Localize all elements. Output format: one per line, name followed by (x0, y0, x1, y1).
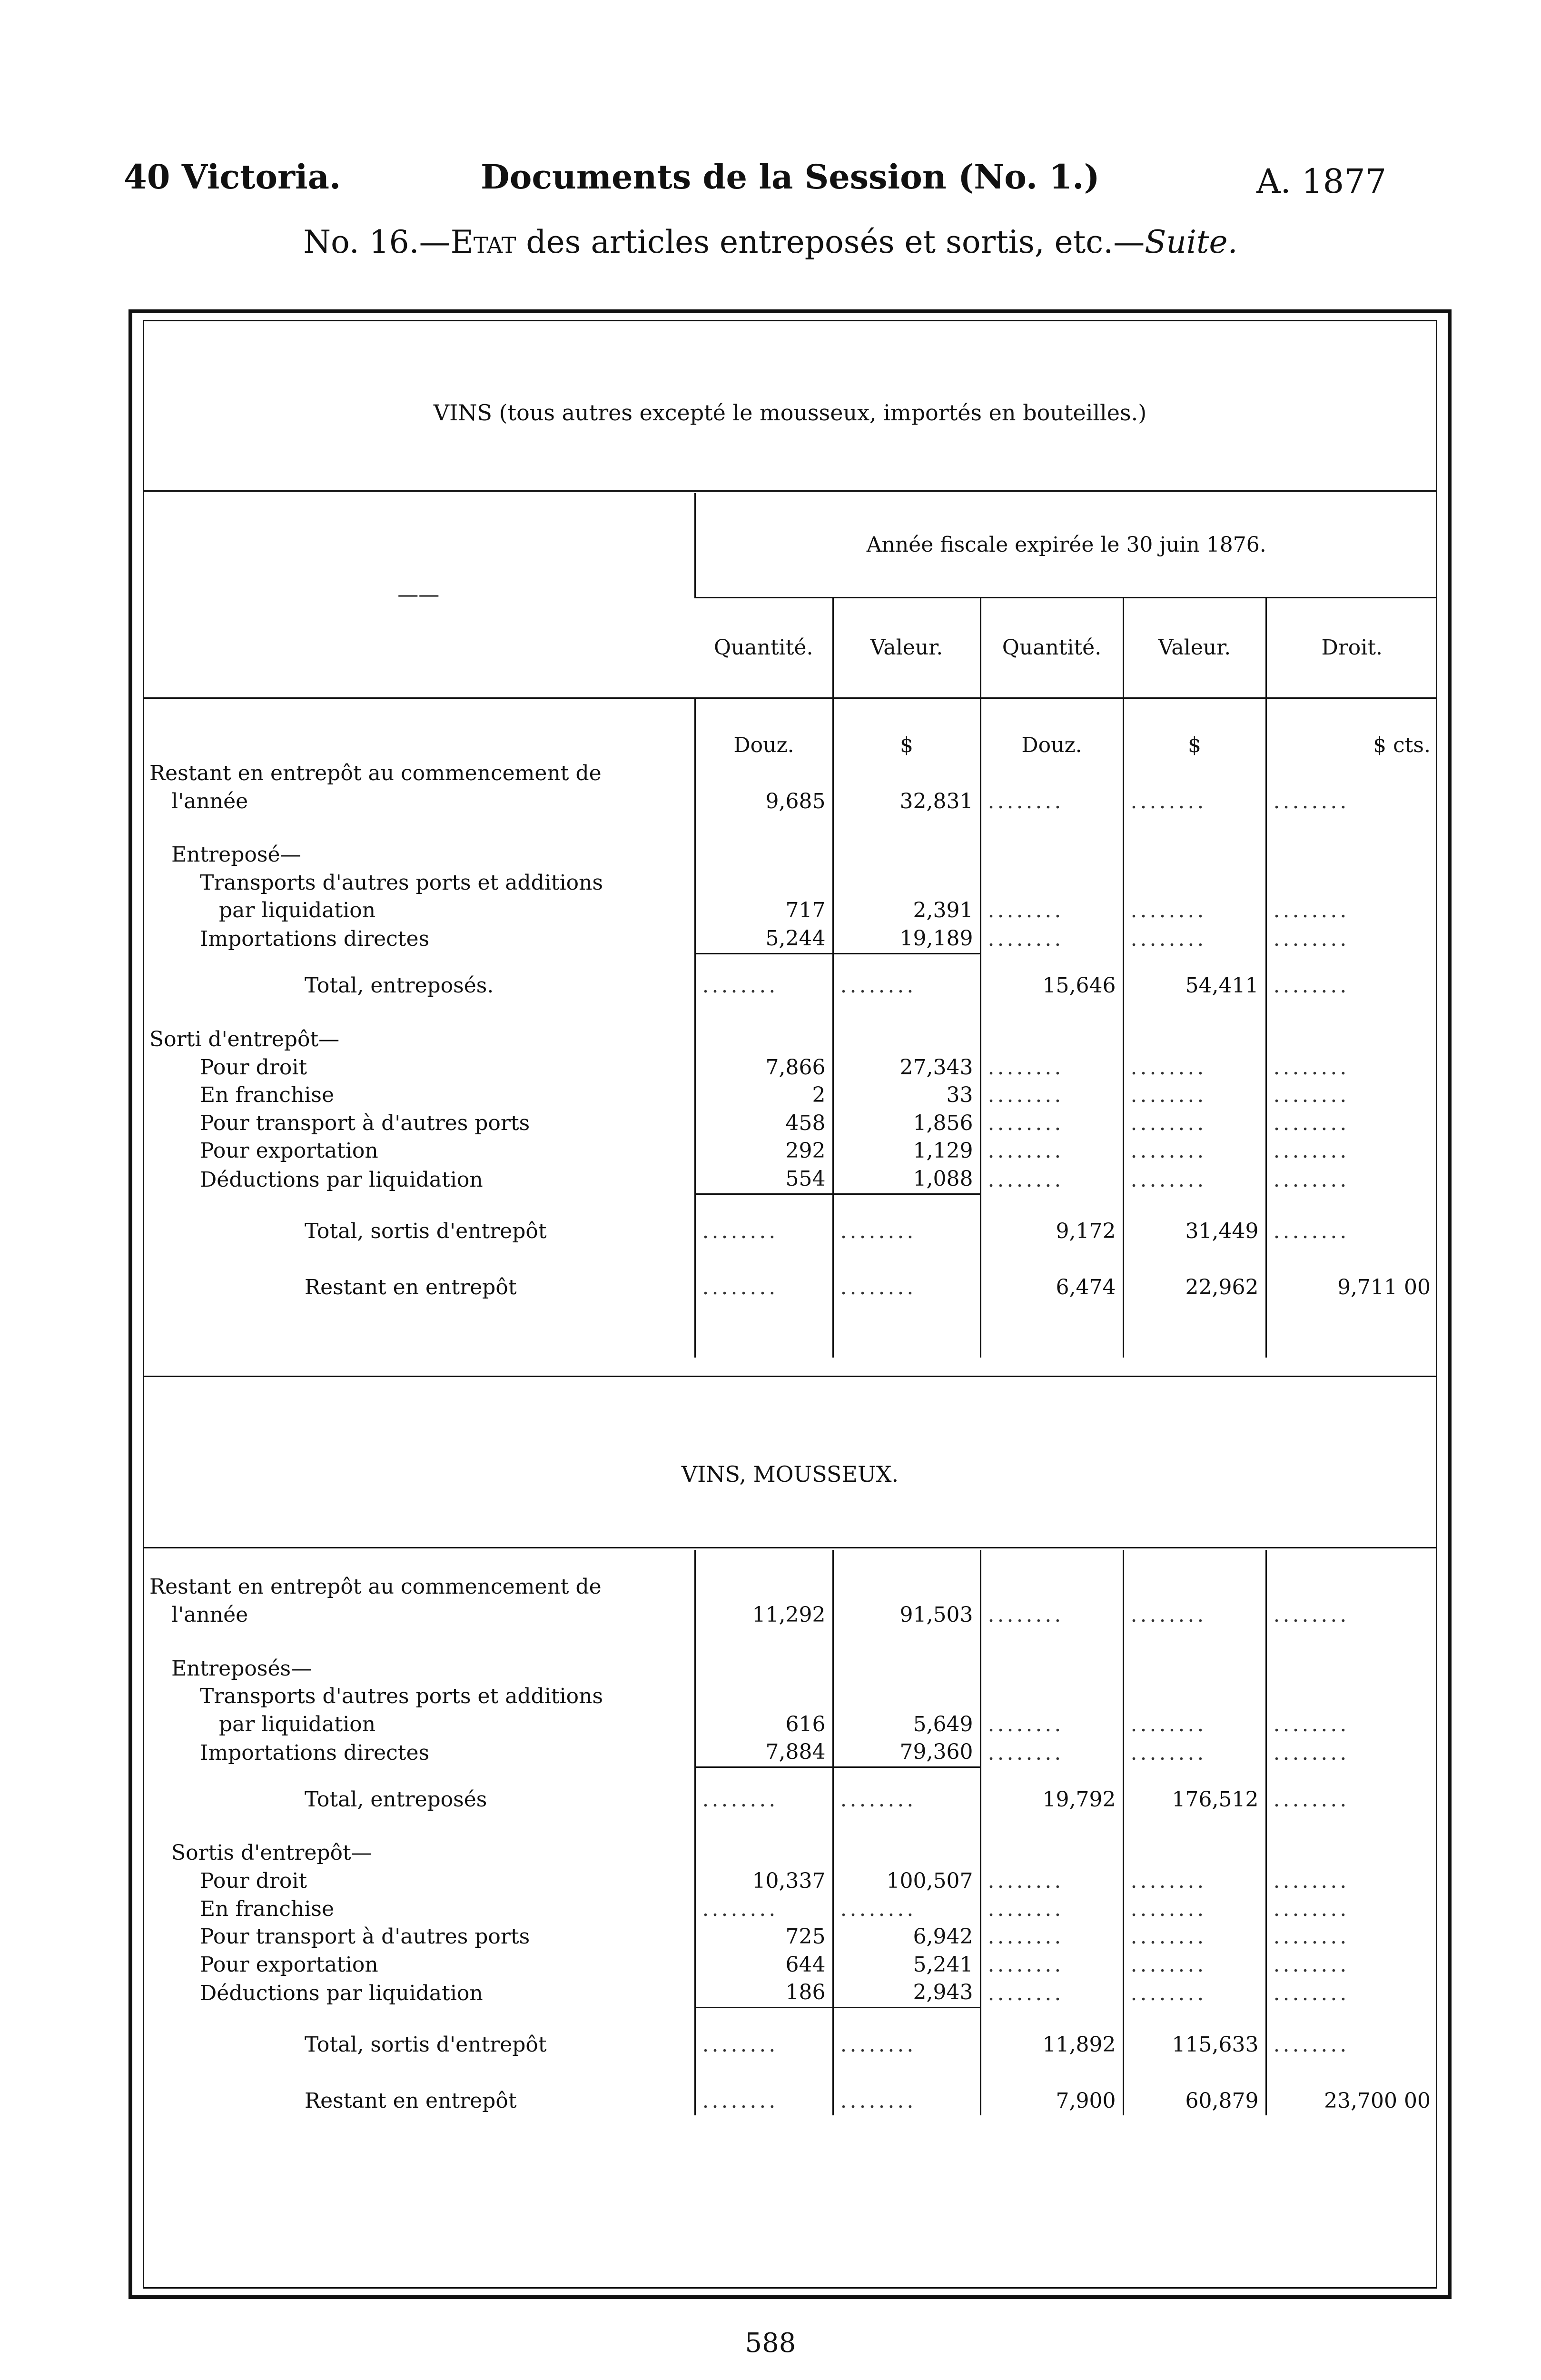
row-label: Restant en entrepôt au commencement de (149, 761, 602, 785)
row-label: Transports d'autres ports et additions (200, 870, 603, 895)
dot-leader: ........ (1266, 1895, 1437, 1924)
section2-title-rule (143, 1547, 1437, 1548)
row-label: Pour droit (200, 1869, 307, 1894)
cell-value: 2 (695, 1081, 833, 1110)
cell-value: 9,685 (695, 788, 833, 816)
dot-leader: ........ (1123, 1081, 1266, 1110)
cell-value: 292 (695, 1137, 833, 1165)
dot-leader: ........ (1266, 1110, 1437, 1138)
dot-leader: ........ (1123, 925, 1266, 953)
dot-leader: ........ (980, 1110, 1123, 1138)
cell-value: 11,892 (980, 2008, 1123, 2059)
dot-leader: ........ (695, 953, 833, 1000)
dot-leader: ........ (980, 1738, 1123, 1767)
dot-leader: ........ (980, 1951, 1123, 1979)
section2-top-rule (143, 1376, 1437, 1377)
cell-value: 23,700 00 (1266, 2059, 1437, 2115)
dot-leader: ........ (1266, 1951, 1437, 1979)
dot-leader: ........ (1123, 1110, 1266, 1138)
row-label: Importations directes (200, 927, 430, 952)
dot-leader: ........ (980, 1165, 1123, 1194)
row-label: Entreposés— (171, 1656, 312, 1681)
cell-value: 1,088 (833, 1165, 980, 1194)
row-label: Transports d'autres ports et additions (200, 1684, 603, 1709)
dot-leader: ........ (980, 788, 1123, 816)
dot-leader: ........ (695, 2008, 833, 2059)
cell-value: 27,343 (833, 1054, 980, 1082)
dot-leader: ........ (980, 1054, 1123, 1082)
row-label: Pour droit (200, 1055, 307, 1080)
cell-value: 10,337 (695, 1867, 833, 1895)
dot-leader: ........ (1266, 1054, 1437, 1082)
cell-value: 7,900 (980, 2059, 1123, 2115)
unit-cts: $ cts. (1266, 698, 1437, 760)
cell-value: 725 (695, 1923, 833, 1951)
stub-dash: —— (397, 583, 440, 607)
row-label: En franchise (200, 1083, 335, 1108)
dot-leader: ........ (695, 1895, 833, 1924)
unit-dollar-2: $ (1123, 698, 1266, 760)
dot-leader: ........ (1123, 1979, 1266, 2007)
row-label: Pour transport à d'autres ports (200, 1924, 530, 1949)
cell-value: 91,503 (833, 1601, 980, 1629)
dot-leader: ........ (1266, 897, 1437, 925)
unit-dollar-1: $ (833, 698, 980, 760)
dot-leader: ........ (695, 1194, 833, 1245)
dot-leader: ........ (833, 1767, 980, 1814)
dot-leader: ........ (1123, 1895, 1266, 1924)
dot-leader: ........ (980, 1137, 1123, 1165)
row-label: Restant en entrepôt (305, 2088, 517, 2113)
row-label: par liquidation (219, 898, 376, 923)
cell-value: 176,512 (1123, 1767, 1266, 1814)
dot-leader: ........ (695, 1767, 833, 1814)
dot-leader: ........ (695, 1245, 833, 1301)
dot-leader: ........ (1266, 1767, 1437, 1814)
cell-value: 60,879 (1123, 2059, 1266, 2115)
row-label: Restant en entrepôt (305, 1275, 517, 1299)
dot-leader: ........ (1123, 897, 1266, 925)
cell-value: 5,244 (695, 925, 833, 953)
dot-leader: ........ (833, 1245, 980, 1301)
dot-leader: ........ (1266, 925, 1437, 953)
dot-leader: ........ (1123, 1867, 1266, 1895)
cell-value: 31,449 (1123, 1194, 1266, 1245)
dot-leader: ........ (980, 1081, 1123, 1110)
header-center: Documents de la Session (No. 1.) (481, 157, 1100, 197)
row-label: Restant en entrepôt au commencement de (149, 1575, 602, 1599)
page-number: 588 (745, 2328, 796, 2359)
dot-leader: ........ (1266, 953, 1437, 1000)
row-label: Déductions par liquidation (200, 1981, 483, 2005)
subtitle-suite: Suite. (1145, 224, 1238, 260)
row-label: par liquidation (219, 1712, 376, 1736)
cell-value: 554 (695, 1165, 833, 1194)
section1-title-rule (143, 490, 1437, 492)
col-header-valeur-1: Valeur. (833, 598, 980, 698)
row-label: Pour transport à d'autres ports (200, 1111, 530, 1135)
row-label: Pour exportation (200, 1139, 378, 1163)
row-label: Total, sortis d'entrepôt (305, 1219, 547, 1243)
row-label: Pour exportation (200, 1952, 378, 1977)
dot-leader: ........ (1266, 1738, 1437, 1767)
cell-value: 717 (695, 897, 833, 925)
col-header-droit: Droit. (1266, 598, 1437, 698)
dot-leader: ........ (980, 1979, 1123, 2007)
cell-value: 644 (695, 1951, 833, 1979)
dot-leader: ........ (980, 1601, 1123, 1629)
subtitle-prefix: No. 16.— (303, 224, 451, 260)
cell-value: 2,943 (833, 1979, 980, 2007)
dot-leader: ........ (1266, 1711, 1437, 1739)
row-label: Total, entreposés (305, 1787, 487, 1812)
cell-value: 1,129 (833, 1137, 980, 1165)
row-label: l'année (171, 789, 248, 813)
document-subtitle (0, 224, 1541, 260)
row-label: Déductions par liquidation (200, 1167, 483, 1192)
dot-leader: ........ (695, 2059, 833, 2115)
dot-leader: ........ (1266, 1081, 1437, 1110)
cell-value: 458 (695, 1110, 833, 1138)
dot-leader: ........ (1266, 2008, 1437, 2059)
dot-leader: ........ (833, 2059, 980, 2115)
dot-leader: ........ (980, 1711, 1123, 1739)
dot-leader: ........ (1123, 1601, 1266, 1629)
cell-value: 5,241 (833, 1951, 980, 1979)
subtitle-middle: des articles entreposés et sortis, etc.— (516, 224, 1145, 260)
dot-leader: ........ (1123, 1923, 1266, 1951)
dot-leader: ........ (1266, 1601, 1437, 1629)
cell-value: 9,711 00 (1266, 1245, 1437, 1301)
unit-douz-1: Douz. (695, 698, 833, 760)
section1-table (143, 493, 1437, 1358)
cell-value: 616 (695, 1711, 833, 1739)
cell-value: 19,792 (980, 1767, 1123, 1814)
dot-leader: ........ (1266, 1979, 1437, 2007)
header-left: 40 Victoria. (124, 157, 341, 197)
col-header-valeur-2: Valeur. (1123, 598, 1266, 698)
cell-value: 186 (695, 1979, 833, 2007)
dot-leader: ........ (833, 1194, 980, 1245)
dot-leader: ........ (833, 2008, 980, 2059)
dot-leader: ........ (1123, 1165, 1266, 1194)
row-label: Importations directes (200, 1740, 430, 1765)
cell-value: 100,507 (833, 1867, 980, 1895)
cell-value: 19,189 (833, 925, 980, 953)
row-label: Total, entreposés. (305, 973, 494, 998)
dot-leader: ........ (1266, 1194, 1437, 1245)
row-label: Sorti d'entrepôt— (149, 1027, 340, 1052)
unit-douz-2: Douz. (980, 698, 1123, 760)
col-header-quantite-1: Quantité. (714, 635, 813, 660)
dot-leader: ........ (1123, 788, 1266, 816)
cell-value: 7,884 (695, 1738, 833, 1767)
dot-leader: ........ (980, 1895, 1123, 1924)
row-label: En franchise (200, 1896, 335, 1921)
dot-leader: ........ (1266, 1923, 1437, 1951)
cell-value: 6,942 (833, 1923, 980, 1951)
cell-value: 115,633 (1123, 2008, 1266, 2059)
dot-leader: ........ (980, 1923, 1123, 1951)
dot-leader: ........ (980, 897, 1123, 925)
dot-leader: ........ (833, 1895, 980, 1924)
section2-table (143, 1550, 1437, 2115)
dot-leader: ........ (980, 1867, 1123, 1895)
cell-value: 33 (833, 1081, 980, 1110)
cell-value: 22,962 (1123, 1245, 1266, 1301)
cell-value: 6,474 (980, 1245, 1123, 1301)
dot-leader: ........ (833, 953, 980, 1000)
cell-value: 32,831 (833, 788, 980, 816)
cell-value: 15,646 (980, 953, 1123, 1000)
subtitle-etat: Etat (450, 224, 516, 260)
cell-value: 1,856 (833, 1110, 980, 1138)
dot-leader: ........ (1266, 1165, 1437, 1194)
row-label: Sortis d'entrepôt— (171, 1841, 372, 1865)
cell-value: 9,172 (980, 1194, 1123, 1245)
header-right: A. 1877 (1256, 162, 1387, 201)
dot-leader: ........ (1266, 788, 1437, 816)
dot-leader: ........ (1123, 1711, 1266, 1739)
cell-value: 5,649 (833, 1711, 980, 1739)
year-header: Année fiscale expirée le 30 juin 1876. (695, 493, 1437, 598)
dot-leader: ........ (1123, 1054, 1266, 1082)
section2-title: VINS, MOUSSEUX. (681, 1461, 899, 1487)
row-label: l'année (171, 1603, 248, 1627)
cell-value: 7,866 (695, 1054, 833, 1082)
dot-leader: ........ (980, 925, 1123, 953)
cell-value: 11,292 (695, 1601, 833, 1629)
cell-value: 2,391 (833, 897, 980, 925)
dot-leader: ........ (1123, 1137, 1266, 1165)
dot-leader: ........ (1266, 1137, 1437, 1165)
stub-spacer (143, 698, 695, 760)
dot-leader: ........ (1266, 1867, 1437, 1895)
row-label: Total, sortis d'entrepôt (305, 2032, 547, 2057)
section1-title: VINS (tous autres excepté le mousseux, importés en bouteilles.) (433, 400, 1147, 426)
row-label: Entreposé— (171, 843, 301, 867)
dot-leader: ........ (1123, 1738, 1266, 1767)
col-header-quantite-2: Quantité. (980, 598, 1123, 698)
dot-leader: ........ (1123, 1951, 1266, 1979)
cell-value: 54,411 (1123, 953, 1266, 1000)
cell-value: 79,360 (833, 1738, 980, 1767)
